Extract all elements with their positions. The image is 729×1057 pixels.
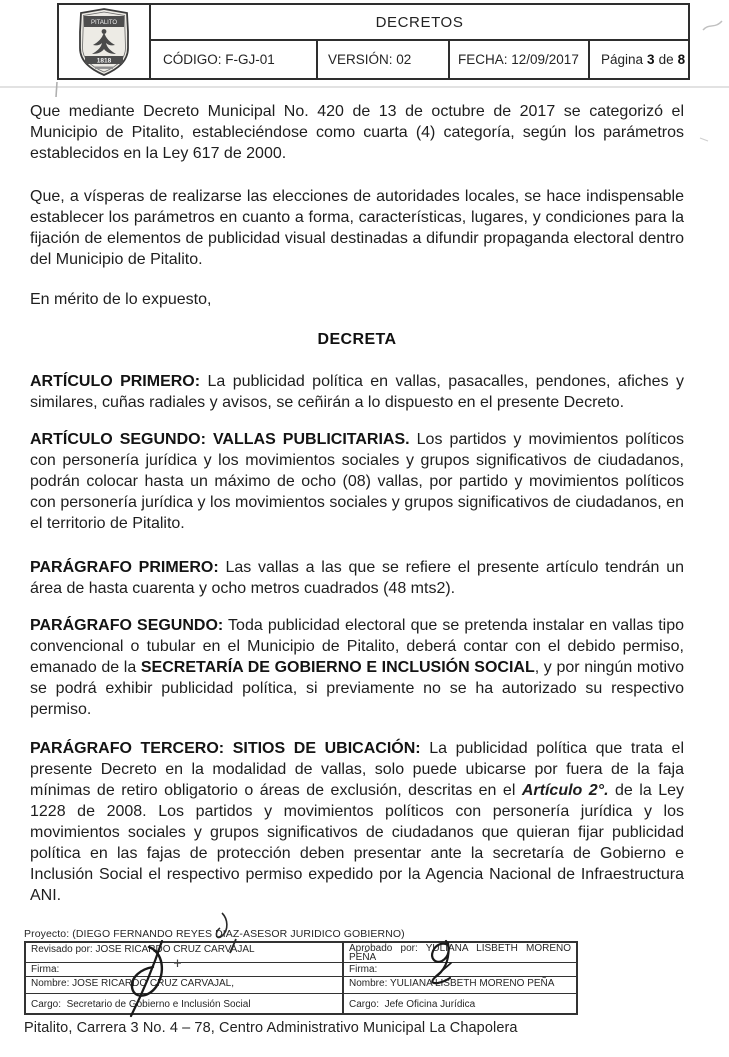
paragrafo-tercero	[30, 738, 684, 906]
cargo-left-cell: Cargo: Secretario de Gobierno e Inclusión Social	[26, 993, 342, 1013]
nombre-right-cell: Nombre: YULIANA LISBETH MORENO PEÑA	[342, 976, 576, 993]
approval-table	[24, 941, 578, 1015]
fecha-cell: FECHA: 12/09/2017	[448, 39, 588, 78]
paragrafo-tercero-text2: de la Ley 1228 de 2008. Los partidos y movimientos políticos con personería jurídica y los movimientos sociales y grupos significativos de ciudadanos que quieran fijar publicidad política en las fajas de protección deben presentar ante la secretaría de Gobierno e Inclusión Social el respectivo permiso expedido por la Agencia Nacional de Infraestructura ANI.	[30, 782, 684, 904]
paragrafo-tercero-text1: La publicidad política que trata el presente Decreto en la modalidad de vallas, solo puede ubicarse por fuera de la faja mínimas de retiro obligatorio o áreas de exclusión, descritas en el	[30, 740, 684, 799]
revisado-por-cell: Revisado por: JOSE RICARDO CRUZ CARVAJAL	[31, 944, 255, 955]
paragraph-visperas: Que, a vísperas de realizarse las elecciones de autoridades locales, se hace indispensable establecer los parámetros en cuanto a forma, características, lugares, y condiciones para la fijación de elementos de publicidad visual destinadas a difundir propaganda electoral dentro del Municipio de Pitalito.	[30, 188, 684, 268]
scan-speck	[700, 138, 708, 141]
proyecto-credit-line: Proyecto: (DIEGO FERNANDO REYES DIAZ-ASESOR JURIDICO GOBIERNO)	[24, 928, 405, 940]
pagina-total: 8	[677, 52, 686, 67]
aprobado-por-cell: Aprobado por: YULIANA LISBETH MORENO PEÑA	[342, 943, 576, 962]
cargo-right-cell: Cargo: Jefe Oficina Jurídica	[342, 993, 576, 1013]
nombre-left-cell: Nombre: JOSE RICARDO CRUZ CARVAJAL,	[26, 976, 342, 993]
paragrafo-primero	[30, 557, 684, 599]
version-cell: VERSIÓN: 02	[316, 39, 448, 78]
document-type-title: DECRETOS	[149, 5, 688, 39]
paragrafo-segundo-text2: , y por ningún motivo se podrá exhibir publicidad política, si previamente no se ha autorizado su respectivo permiso.	[30, 659, 685, 718]
pagina-label: Página	[601, 52, 644, 67]
pagina-number: 3	[647, 52, 655, 67]
paragraph-categorizacion: Que mediante Decreto Municipal No. 420 de 13 de octubre de 2017 se categorizó el Municipio de Pitalito, estableciéndose como cuarta (4) categoría, según los parámetros establecidos en la Ley 617 de 2000.	[30, 103, 684, 162]
paragrafo-segundo-lead: PARÁGRAFO SEGUNDO:	[30, 617, 224, 634]
articulo-segundo	[30, 429, 684, 534]
paragraph-merito: En mérito de lo expuesto,	[30, 291, 212, 308]
address-line: Pitalito, Carrera 3 No. 4 – 78, Centro Administrativo Municipal La Chapolera	[24, 1020, 518, 1036]
secretaria-emphasis: SECRETARÍA DE GOBIERNO E INCLUSIÓN SOCIAL	[140, 659, 535, 676]
firma-right-cell: Firma:	[342, 962, 576, 976]
scan-artifact-line	[0, 86, 729, 88]
shield-top-band-text: PITALITO	[90, 19, 118, 26]
paragrafo-segundo	[30, 615, 684, 720]
scan-smudge-top-right	[703, 21, 722, 30]
pagina-de: de	[658, 52, 674, 67]
paragrafo-segundo-text1: Toda publicidad electoral que se pretenda instalar en vallas tipo convencional o tubular en el Municipio de Pitalito, deberá contar con el debido permiso, emanado de la	[30, 617, 684, 676]
paragrafo-tercero-lead: PARÁGRAFO TERCERO: SITIOS DE UBICACIÓN:	[30, 740, 421, 757]
articulo-2-emphasis: Artículo 2°.	[521, 782, 609, 799]
paragrafo-primero-lead: PARÁGRAFO PRIMERO:	[30, 559, 219, 576]
shield-year-text: 1818	[96, 57, 112, 64]
pitalito-coat-of-arms-icon	[76, 8, 132, 76]
logo-cell	[59, 5, 149, 78]
articulo-primero-text: La publicidad política en vallas, pasacalles, pendones, afiches y similares, cuñas radiales y avisos, se ceñirán a lo dispuesto en el presente Decreto.	[30, 373, 684, 411]
firma-left-cell: Firma:	[26, 962, 342, 976]
articulo-primero-lead: ARTÍCULO PRIMERO:	[30, 373, 201, 390]
articulo-primero	[30, 371, 684, 413]
decree-body	[30, 101, 684, 906]
paragrafo-primero-text: Las vallas a las que se refiere el presente artículo tendrán un área de hasta cuarenta y ocho metros cuadrados (48 mts2).	[30, 559, 685, 597]
articulo-segundo-text: Los partidos y movimientos políticos con personería jurídica y los movimientos sociales y grupos significativos de ciudadanos, podrán colocar hasta un máximo de ocho (08) vallas, por partido y movimientos políticos con personería jurídica y los movimientos sociales y grupos significativos de ciudadanos, en el territorio de Pitalito.	[30, 431, 684, 532]
codigo-cell: CÓDIGO: F-GJ-01	[149, 39, 316, 78]
articulo-segundo-lead: ARTÍCULO SEGUNDO: VALLAS PUBLICITARIAS.	[30, 431, 410, 448]
decreta-heading: DECRETA	[317, 331, 397, 348]
pagina-cell	[588, 39, 688, 78]
header-table	[57, 3, 690, 80]
scan-tick-mark	[56, 82, 57, 97]
